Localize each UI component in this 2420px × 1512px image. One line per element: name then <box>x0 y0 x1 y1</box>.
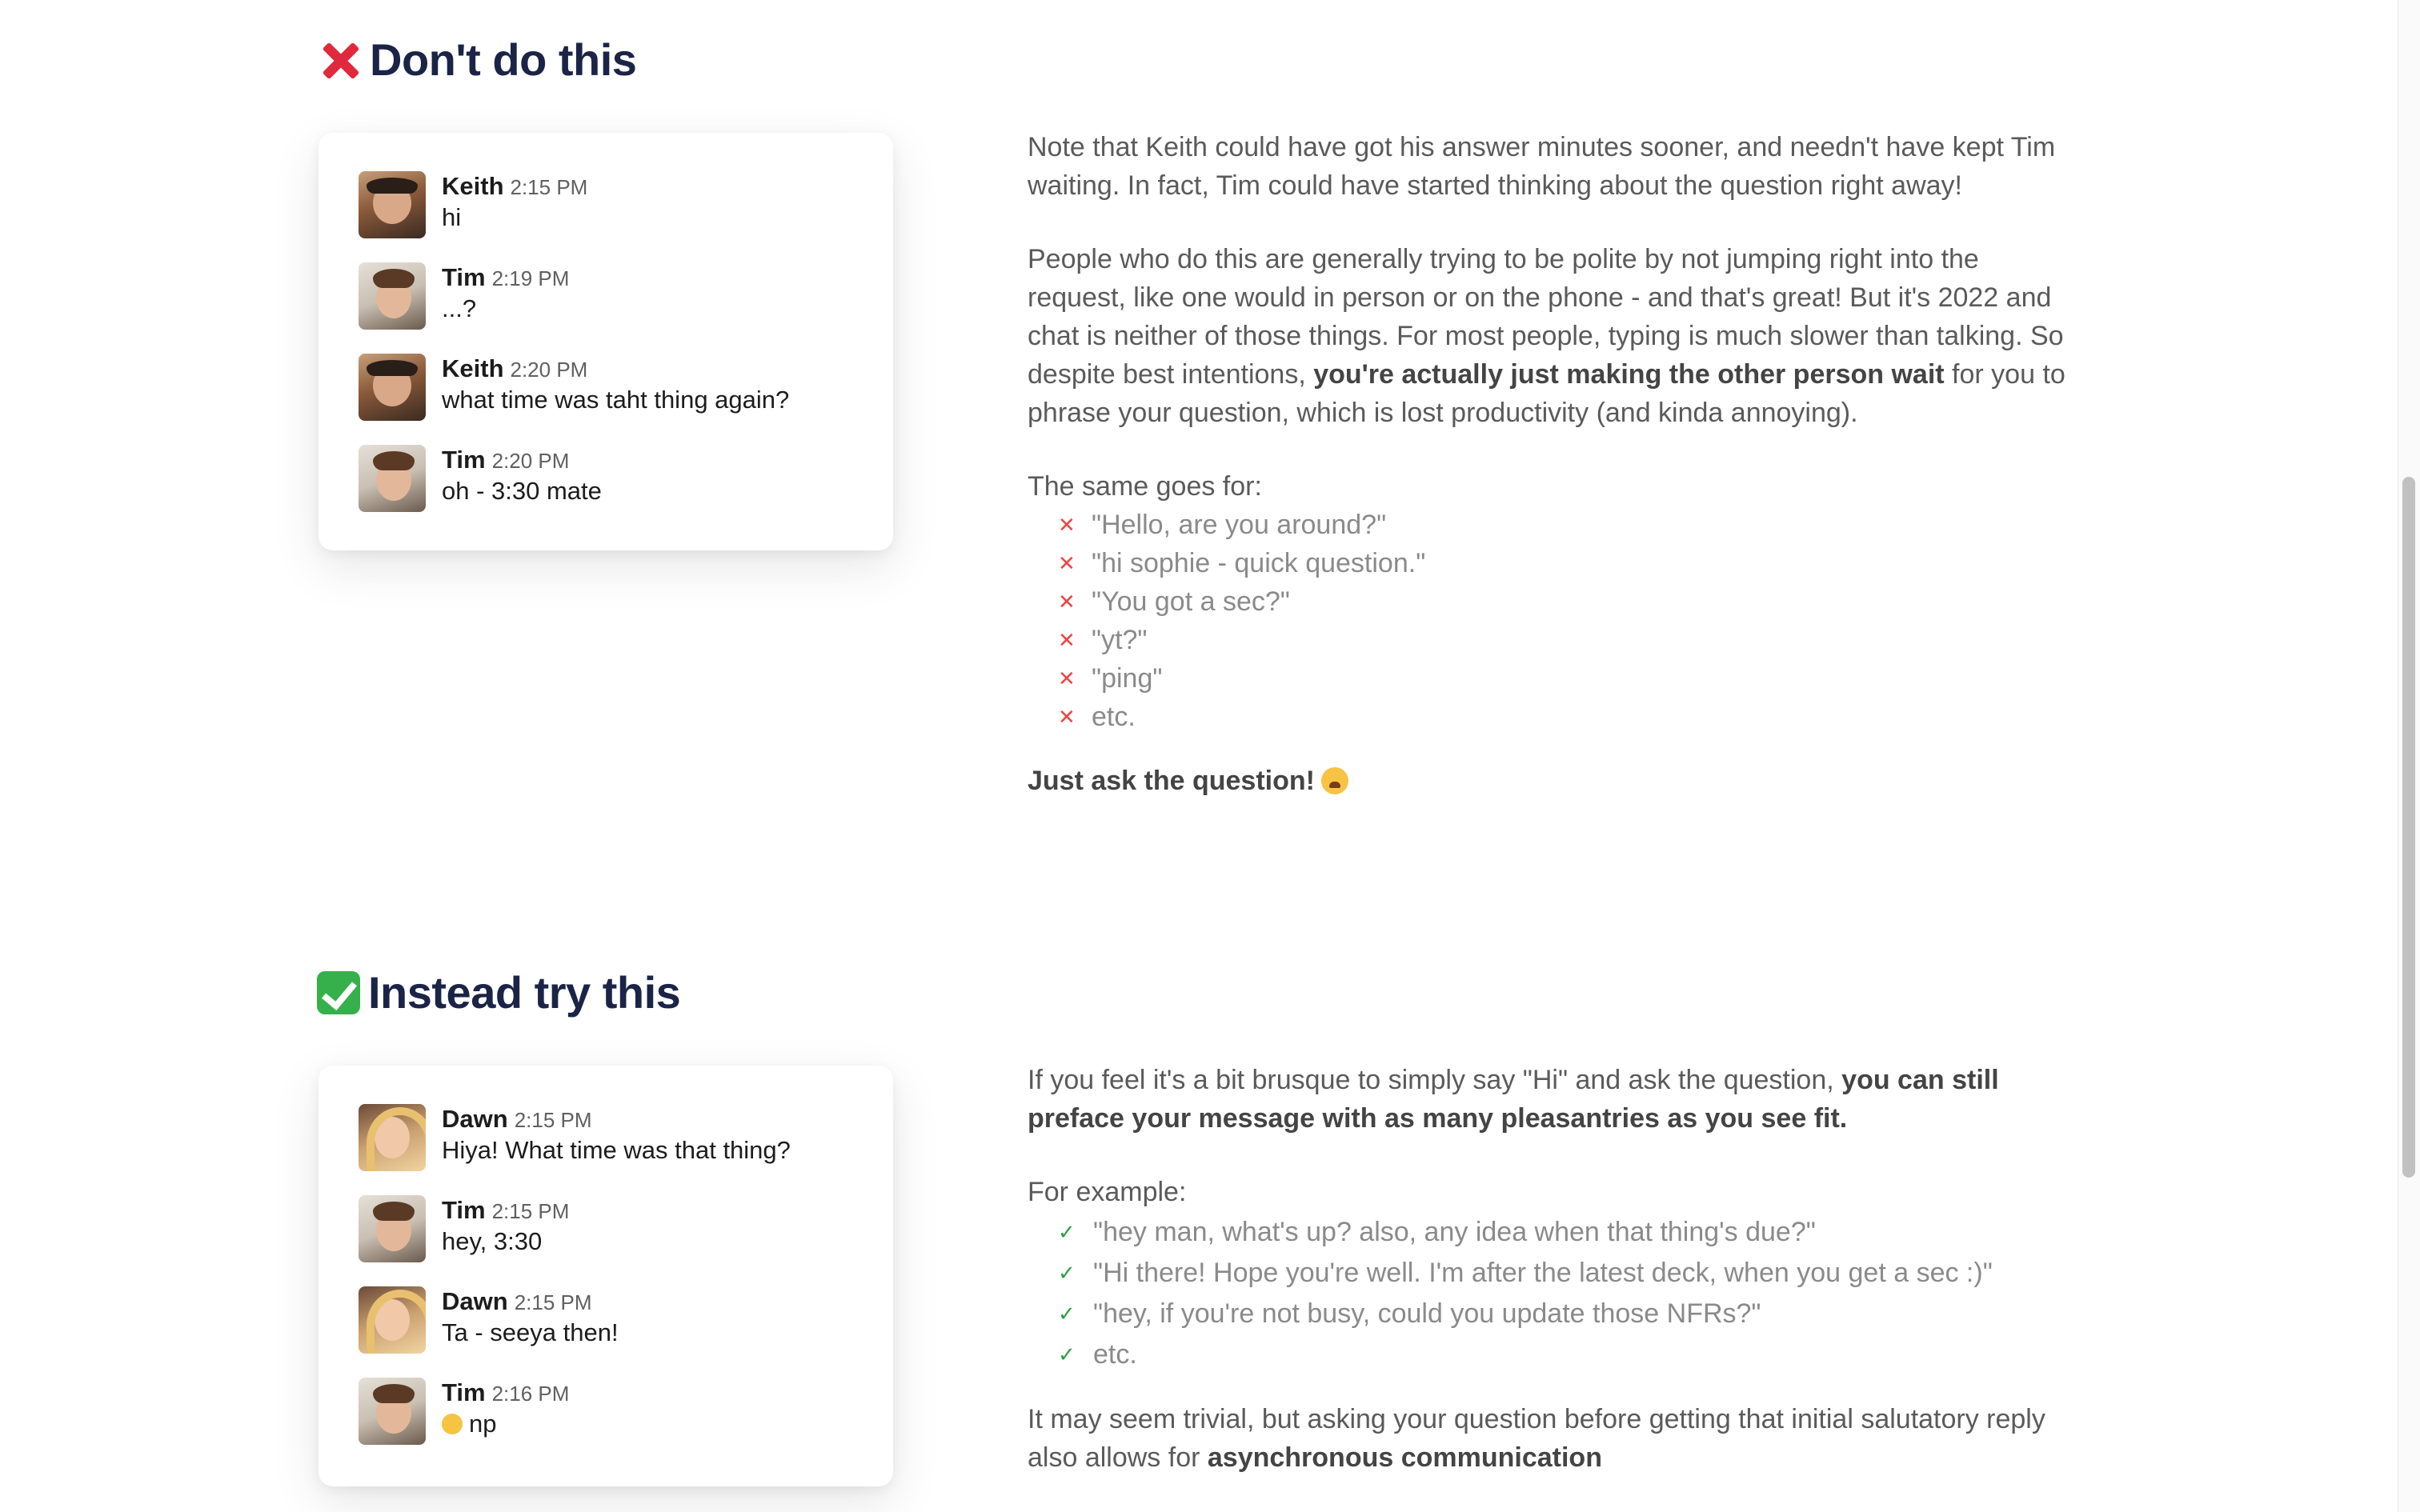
message-time: 2:16 PM <box>491 1382 570 1406</box>
sender-name: Keith <box>442 172 504 200</box>
chat-message <box>359 445 853 512</box>
sender-name: Tim <box>442 446 486 474</box>
good-examples-list <box>1028 1211 2084 1374</box>
paragraph-text: People who do this are generally trying to be polite by not jumping right into the request, like one would in person or on the phone - and that's great! But it's 2022 and chat is neither of those things. For most people, typing is much slower than talking. So despite best intentions, <box>1028 244 2064 390</box>
paragraph-text: If you feel it's a bit brusque to simply say "Hi" and ask the question, <box>1028 1065 1842 1095</box>
sender-name: Keith <box>442 354 504 382</box>
message-text: Ta - seeya then! <box>442 1318 619 1346</box>
list-item-text: "hi sophie - quick question." <box>1092 548 1426 578</box>
emphasis: you can still preface your message with as many pleasantries as you see fit. <box>1028 1065 1999 1134</box>
chat-message <box>359 1195 853 1262</box>
avatar <box>359 445 426 512</box>
cross-icon: ✕ <box>1058 666 1076 690</box>
list-item <box>1028 621 2084 659</box>
list-item-text: "You got a sec?" <box>1092 586 1290 617</box>
message-time: 2:20 PM <box>491 449 570 473</box>
weary-face-icon <box>1321 767 1348 794</box>
paragraph: Note that Keith could have got his answer minutes sooner, and needn't have kept Tim waiting. In fact, Tim could have started thinking about the question right away! <box>1028 132 2056 201</box>
chat-message <box>359 1378 853 1445</box>
list-item <box>1028 659 2084 698</box>
emphasis: asynchronous communication <box>1207 1442 1602 1473</box>
sender-name: Tim <box>442 1378 486 1406</box>
list-item-text: "hey, if you're not busy, could you update those NFRs?" <box>1093 1298 1761 1329</box>
paragraph: For example: <box>1028 1177 1187 1207</box>
avatar <box>359 262 426 330</box>
avatar <box>359 1378 426 1445</box>
list-item-text: "ping" <box>1092 663 1163 694</box>
conclusion <box>1028 762 2084 800</box>
paragraph <box>1028 1400 2084 1477</box>
message-time: 2:15 PM <box>491 1199 570 1223</box>
message-time: 2:15 PM <box>510 175 588 199</box>
list-item <box>1028 1334 2084 1374</box>
chat-message <box>359 262 853 330</box>
list-item-text: etc. <box>1092 702 1136 732</box>
chat-message <box>359 171 853 238</box>
ok-hand-icon <box>442 1414 463 1434</box>
list-item <box>1028 1252 2084 1293</box>
bad-examples-list <box>1028 506 2084 736</box>
green-check-icon <box>317 971 360 1014</box>
chat-message <box>359 1286 853 1354</box>
section-title-text: Instead try this <box>368 967 681 1018</box>
cross-icon: ✕ <box>1058 551 1076 575</box>
explanation-bad <box>1028 128 2084 800</box>
message-time: 2:19 PM <box>491 266 570 290</box>
avatar <box>359 354 426 421</box>
scrollbar-thumb[interactable] <box>2402 477 2415 1178</box>
cross-icon: ✕ <box>1058 590 1076 614</box>
list-item <box>1028 506 2084 544</box>
check-icon: ✓ <box>1058 1301 1076 1326</box>
sender-name: Tim <box>442 263 486 291</box>
paragraph-text: It may seem trivial, but asking your question before getting that initial salutatory reply also allows for <box>1028 1404 2045 1473</box>
list-item-text: "hey man, what's up? also, any idea when that thing's due?" <box>1093 1216 1816 1247</box>
paragraph: The same goes for: <box>1028 471 1262 502</box>
list-item <box>1028 582 2084 621</box>
paragraph <box>1028 240 2084 432</box>
message-text: oh - 3:30 mate <box>442 477 602 505</box>
chat-message <box>359 1104 853 1171</box>
paragraph-text: for you to phrase your question, which is lost productivity (and kinda annoying). <box>1028 359 2065 428</box>
avatar <box>359 1286 426 1354</box>
message-time: 2:20 PM <box>510 358 588 382</box>
list-item <box>1028 1211 2084 1252</box>
check-icon: ✓ <box>1058 1260 1076 1285</box>
explanation-good <box>1028 1061 2084 1512</box>
chat-example-bad <box>319 133 893 550</box>
section-title-do <box>317 966 680 1018</box>
list-item-text: "Hi there! Hope you're well. I'm after the latest deck, when you get a sec :)" <box>1093 1257 1993 1288</box>
emphasis: you're actually just making the other person wait <box>1313 359 1945 390</box>
avatar <box>359 1104 426 1171</box>
section-title-text: Don't do this <box>370 34 637 85</box>
paragraph <box>1028 1061 2084 1138</box>
message-text: hey, 3:30 <box>442 1227 543 1255</box>
section-title-dont <box>317 34 636 86</box>
message-time: 2:15 PM <box>514 1108 592 1132</box>
conclusion-text: Just ask the question! <box>1028 766 1315 796</box>
message-text-content: np <box>469 1410 497 1438</box>
list-item <box>1028 544 2084 582</box>
message-text: Hiya! What time was that thing? <box>442 1136 791 1164</box>
cross-icon: ✕ <box>1058 705 1076 729</box>
list-item-text: etc. <box>1093 1338 1137 1370</box>
red-cross-icon <box>317 38 362 82</box>
sender-name: Dawn <box>442 1105 508 1133</box>
message-text: what time was taht thing again? <box>442 386 790 414</box>
message-time: 2:15 PM <box>514 1290 592 1314</box>
message-text: hi <box>442 203 462 231</box>
cross-icon: ✕ <box>1058 513 1076 537</box>
scrollbar[interactable] <box>2398 0 2420 1512</box>
message-text: ...? <box>442 294 477 322</box>
avatar <box>359 171 426 238</box>
chat-example-good <box>319 1066 893 1486</box>
list-item <box>1028 1293 2084 1334</box>
sender-name: Dawn <box>442 1287 508 1315</box>
avatar <box>359 1195 426 1262</box>
list-item-text: "Hello, are you around?" <box>1092 510 1387 540</box>
chat-message <box>359 354 853 421</box>
message-text <box>442 1409 569 1439</box>
check-icon: ✓ <box>1058 1342 1076 1366</box>
check-icon: ✓ <box>1058 1219 1076 1244</box>
list-item-text: "yt?" <box>1092 625 1148 655</box>
sender-name: Tim <box>442 1196 486 1224</box>
list-item <box>1028 698 2084 736</box>
cross-icon: ✕ <box>1058 628 1076 652</box>
